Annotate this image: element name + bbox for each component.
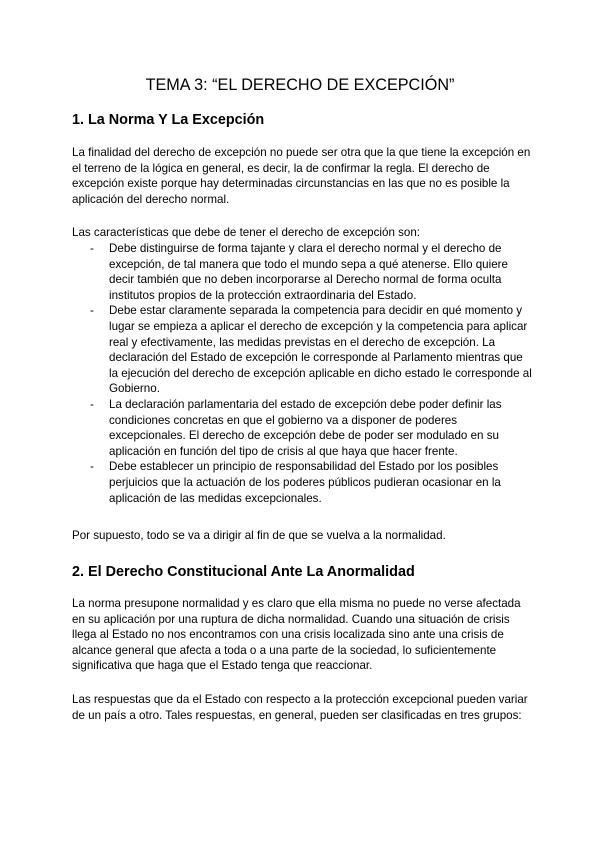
bullet-marker: - xyxy=(90,304,94,318)
list-item xyxy=(72,459,532,506)
list-item-text: Debe estar claramente separada la competencia para decidir en qué momento y lugar se empieza a aplicar el derecho de excepción y la competencia para aplicar real y efectivamente, las medidas previstas en el derecho de excepción. La declaración del Estado de excepción le corresponde al Parlamento mientras que la ejecución del derecho de excepción aplicable en dicho estado le corresponde al Gobierno. xyxy=(109,304,532,396)
list-item-text: Debe distinguirse de forma tajante y clara el derecho normal y el derecho de excepción, de tal manera que todo el mundo sepa a qué atenerse. Ello quiere decir también que no deben incorporarse al Derecho normal de forma oculta institutos propios de la protección extraordinaria del Estado. xyxy=(109,242,508,302)
paragraph-norma-presupone: La norma presupone normalidad y es claro que ella misma no puede no verse afectada en su aplicación por una ruptura de dicha normalidad. Cuando una situación de crisis llega al Estado no nos encontramos con una crisis localizada sino ante una crisis de alcance general que afecta a toda o a una parte de la sociedad, lo suficientemente significativa que haga que el Estado tenga que reaccionar. xyxy=(72,597,521,673)
page-title: TEMA 3: “EL DERECHO DE EXCEPCIÓN” xyxy=(145,76,455,94)
section-heading-2: 2. El Derecho Constitucional Ante La Anormalidad xyxy=(72,564,415,580)
paragraph-finalidad: La finalidad del derecho de excepción no puede ser otra que la que tiene la excepción en el terreno de la lógica en general, es decir, la de confirmar la regla. El derecho de excepción existe porque hay determinadas circunstancias en las que no es posible la aplicación del derecho normal. xyxy=(72,146,531,206)
list-item-text: Debe establecer un principio de responsabilidad del Estado por los posibles perjuicios que la actuación de los poderes públicos pudieran ocasionar en la aplicación de las medidas excepcionales. xyxy=(109,460,501,505)
list-item-text: La declaración parlamentaria del estado de excepción debe poder definir las condiciones concretas en que el gobierno va a disponer de poderes excepcionales. El derecho de excepción debe de poder ser modulado en su aplicación en función del tipo de crisis al que haya que hacer frente. xyxy=(109,397,502,458)
characteristics-list xyxy=(72,241,532,506)
bullet-marker: - xyxy=(90,397,94,411)
section-heading-1: 1. La Norma Y La Excepción xyxy=(72,112,265,128)
bullet-marker: - xyxy=(90,242,94,255)
list-item xyxy=(72,303,532,397)
paragraph-caracteristicas: Las características que debe de tener el derecho de excepción son: xyxy=(72,226,421,239)
paragraph-normalidad: Por supuesto, todo se va a dirigir al fin de que se vuelva a la normalidad. xyxy=(72,529,446,542)
list-item xyxy=(72,397,532,459)
list-item xyxy=(72,241,532,303)
paragraph-respuestas: Las respuestas que da el Estado con respecto a la protección excepcional pueden variar de un país a otro. Tales respuestas, en general, pueden ser clasificadas en tres grupos: xyxy=(72,693,528,722)
bullet-marker: - xyxy=(90,460,94,474)
